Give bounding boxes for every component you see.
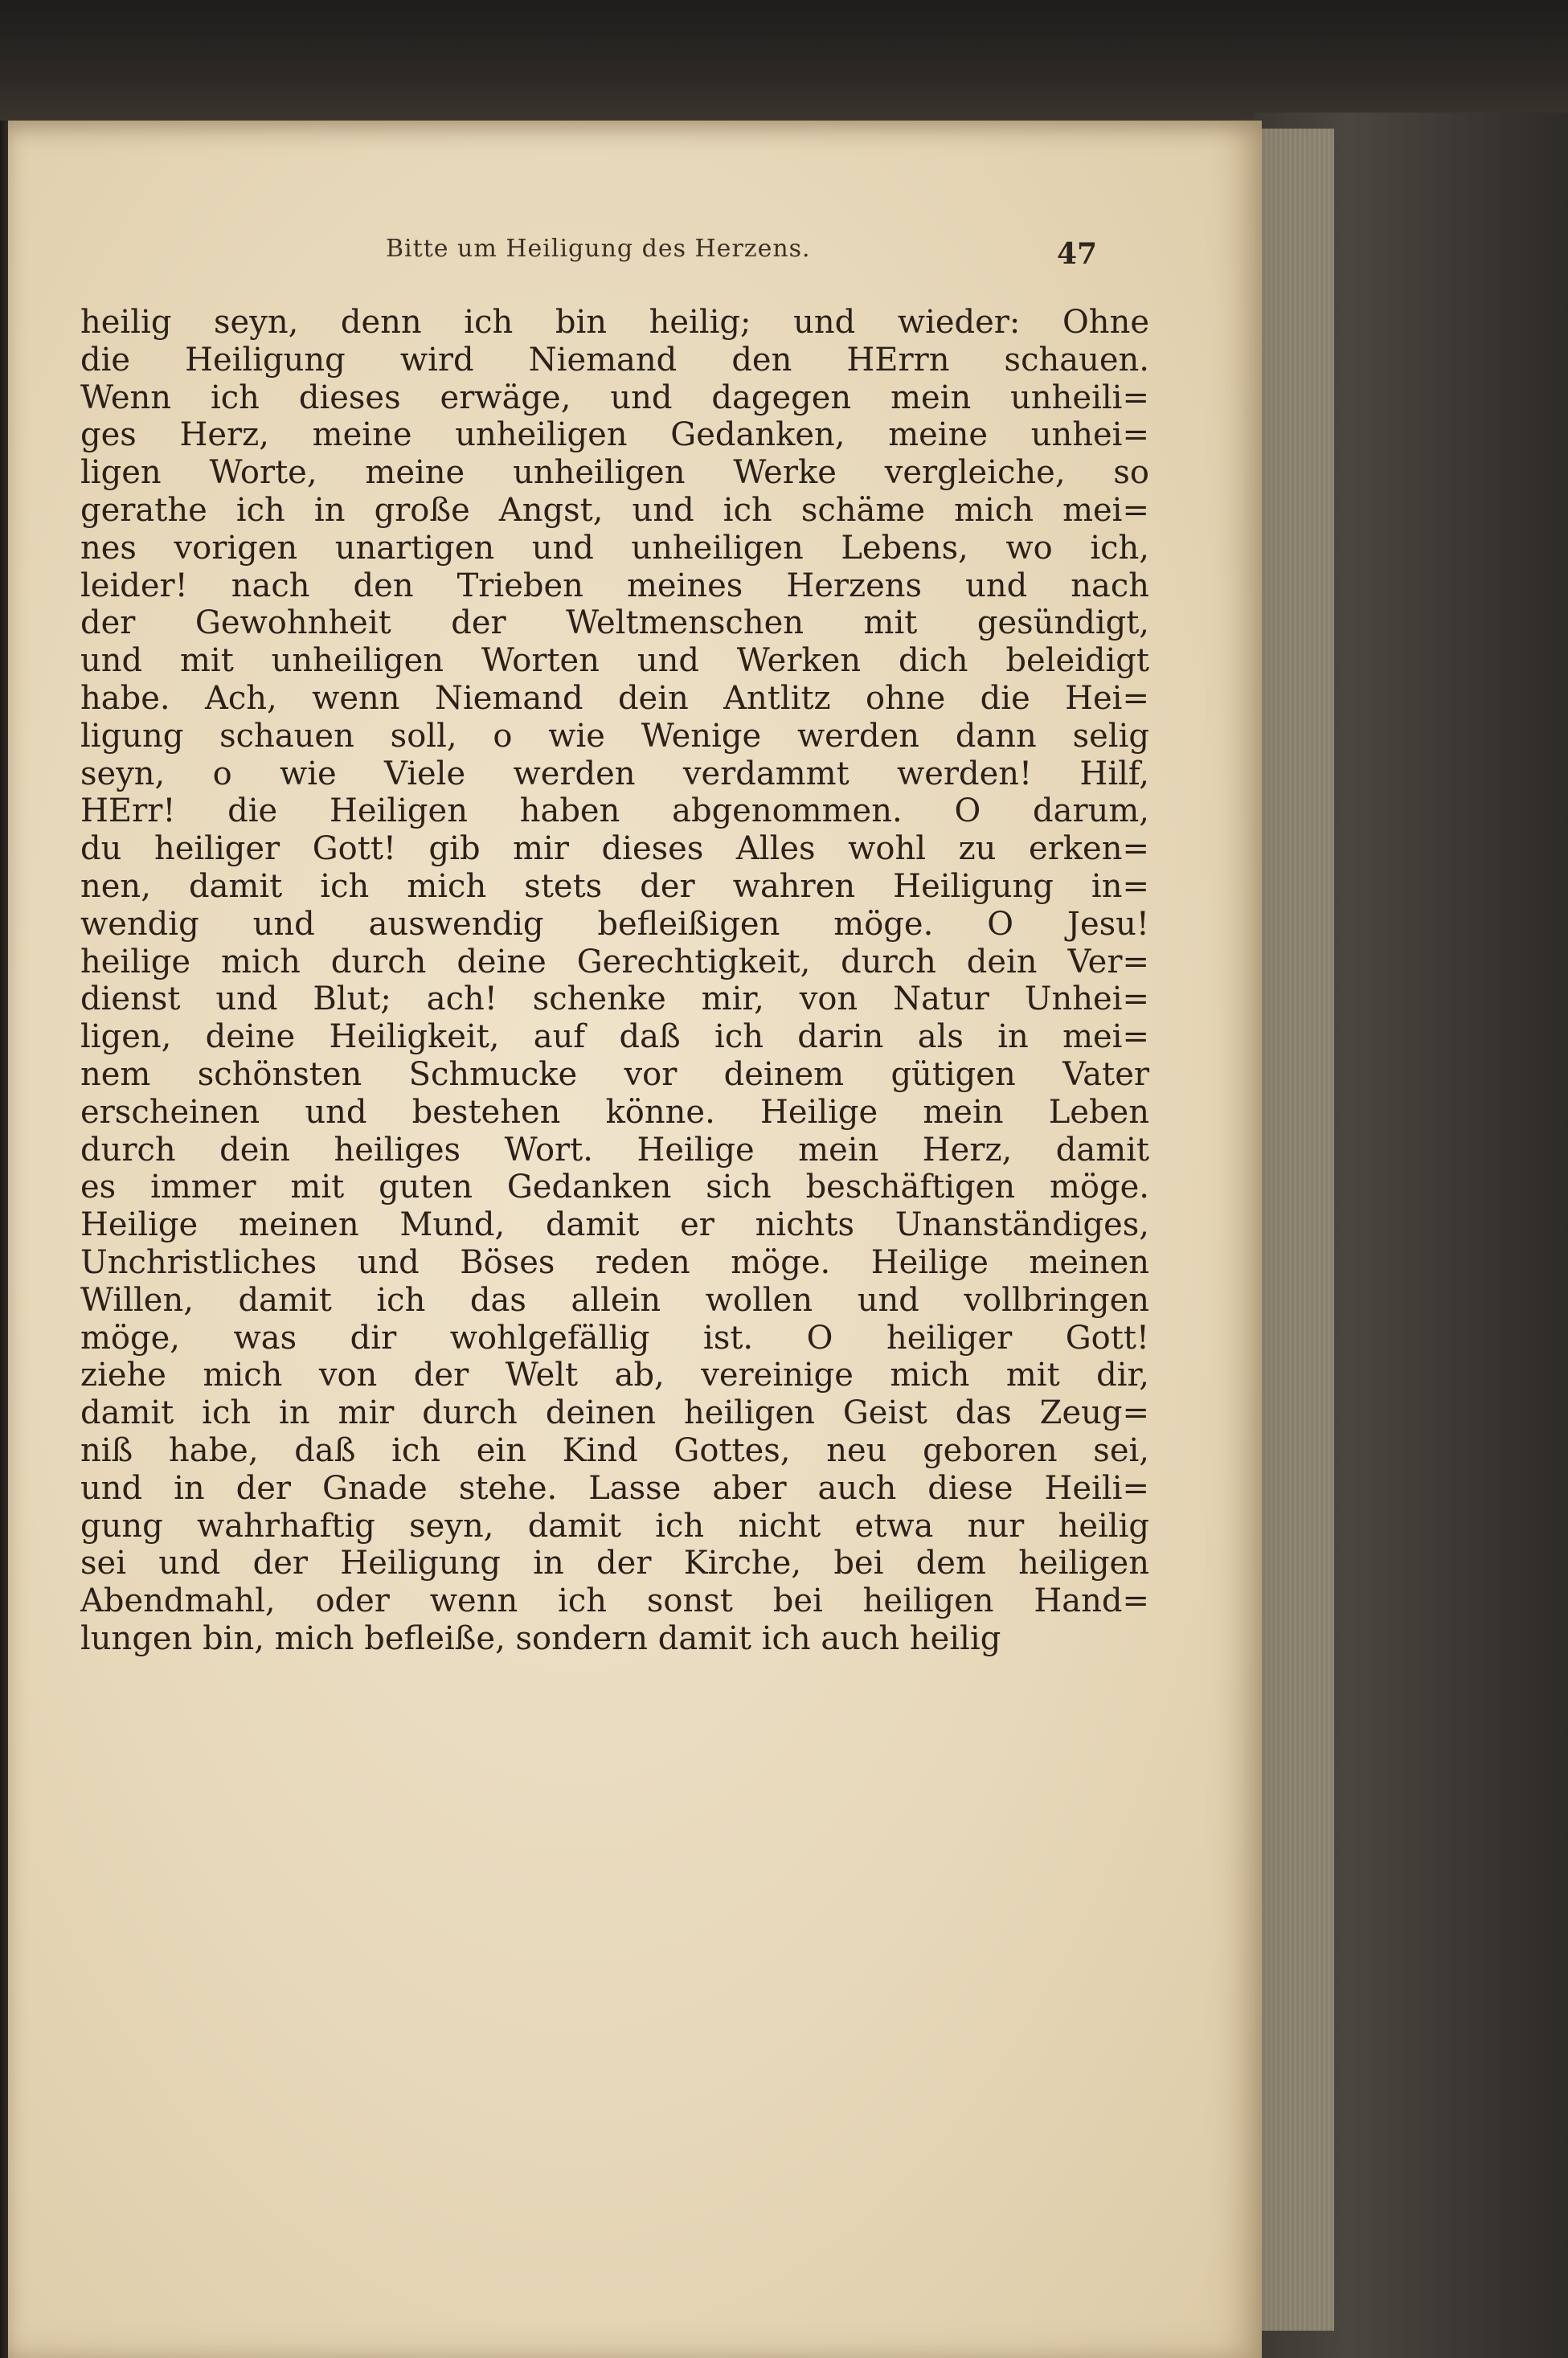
text-line: erscheinen und bestehen könne. Heilige mein Leben (80, 1093, 1149, 1131)
text-line: nen, damit ich mich stets der wahren Heiligung in= (80, 867, 1149, 905)
text-line: der Gewohnheit der Weltmenschen mit gesündigt, (80, 604, 1149, 642)
page-edges (1262, 129, 1334, 2331)
text-line: Heilige meinen Mund, damit er nichts Unanständiges, (80, 1206, 1149, 1244)
text-line: HErr! die Heiligen haben abgenommen. O darum, (80, 792, 1149, 830)
text-line: Unchristliches und Böses reden möge. Heilige meinen (80, 1243, 1149, 1281)
text-line: lungen bin, mich befleiße, sondern damit ich auch heilig (80, 1619, 1001, 1657)
body-text (80, 304, 1149, 1658)
text-line: nem schönsten Schmucke vor deinem gütigen Vater (80, 1055, 1149, 1093)
text-line: habe. Ach, wenn Niemand dein Antlitz ohne die Hei= (80, 679, 1149, 717)
text-line: gerathe ich in große Angst, und ich schäme mich mei= (80, 491, 1149, 529)
text-line: durch dein heiliges Wort. Heilige mein Herz, damit (80, 1131, 1149, 1169)
text-line: möge, was dir wohlgefällig ist. O heiliger Gott! (80, 1319, 1149, 1357)
text-line: damit ich in mir durch deinen heiligen Geist das Zeug= (80, 1394, 1149, 1432)
text-line: heilige mich durch deine Gerechtigkeit, durch dein Ver= (80, 943, 1149, 980)
text-line: dienst und Blut; ach! schenke mir, von Natur Unhei= (80, 980, 1149, 1018)
text-line: gung wahrhaftig seyn, damit ich nicht etwa nur heilig (80, 1507, 1149, 1545)
text-line: seyn, o wie Viele werden verdammt werden! Hilf, (80, 755, 1149, 792)
background-top-edge (0, 0, 1568, 121)
running-head: Bitte um Heiligung des Herzens. (386, 235, 811, 263)
text-line: Willen, damit ich das allein wollen und vollbringen (80, 1281, 1149, 1319)
text-line: ligen, deine Heiligkeit, auf daß ich darin als in mei= (80, 1018, 1149, 1056)
text-line: ges Herz, meine unheiligen Gedanken, meine unhei= (80, 416, 1149, 454)
book-page (8, 121, 1262, 2358)
text-line: ligung schauen soll, o wie Wenige werden dann selig (80, 717, 1149, 755)
text-line: nes vorigen unartigen und unheiligen Lebens, wo ich, (80, 529, 1149, 567)
text-line: und in der Gnade stehe. Lasse aber auch diese Heili= (80, 1469, 1149, 1507)
text-line: niß habe, daß ich ein Kind Gottes, neu geboren sei, (80, 1431, 1149, 1469)
text-line: Wenn ich dieses erwäge, und dagegen mein unheili= (80, 379, 1149, 416)
text-line: ziehe mich von der Welt ab, vereinige mich mit dir, (80, 1357, 1149, 1394)
text-line: du heiliger Gott! gib mir dieses Alles wohl zu erken= (80, 830, 1149, 868)
text-line: leider! nach den Trieben meines Herzens und nach (80, 567, 1149, 604)
text-line: die Heiligung wird Niemand den HErrn schauen. (80, 341, 1149, 379)
text-line: sei und der Heiligung in der Kirche, bei dem heiligen (80, 1545, 1149, 1582)
text-line: und mit unheiligen Worten und Werken dich beleidigt (80, 642, 1149, 680)
page-number: 47 (1057, 237, 1098, 271)
text-line: es immer mit guten Gedanken sich beschäftigen möge. (80, 1169, 1149, 1206)
text-line: heilig seyn, denn ich bin heilig; und wieder: Ohne (80, 304, 1149, 341)
text-line: ligen Worte, meine unheiligen Werke vergleiche, so (80, 454, 1149, 492)
text-line: Abendmahl, oder wenn ich sonst bei heiligen Hand= (80, 1582, 1149, 1620)
text-line: wendig und auswendig befleißigen möge. O Jesu! (80, 905, 1149, 943)
